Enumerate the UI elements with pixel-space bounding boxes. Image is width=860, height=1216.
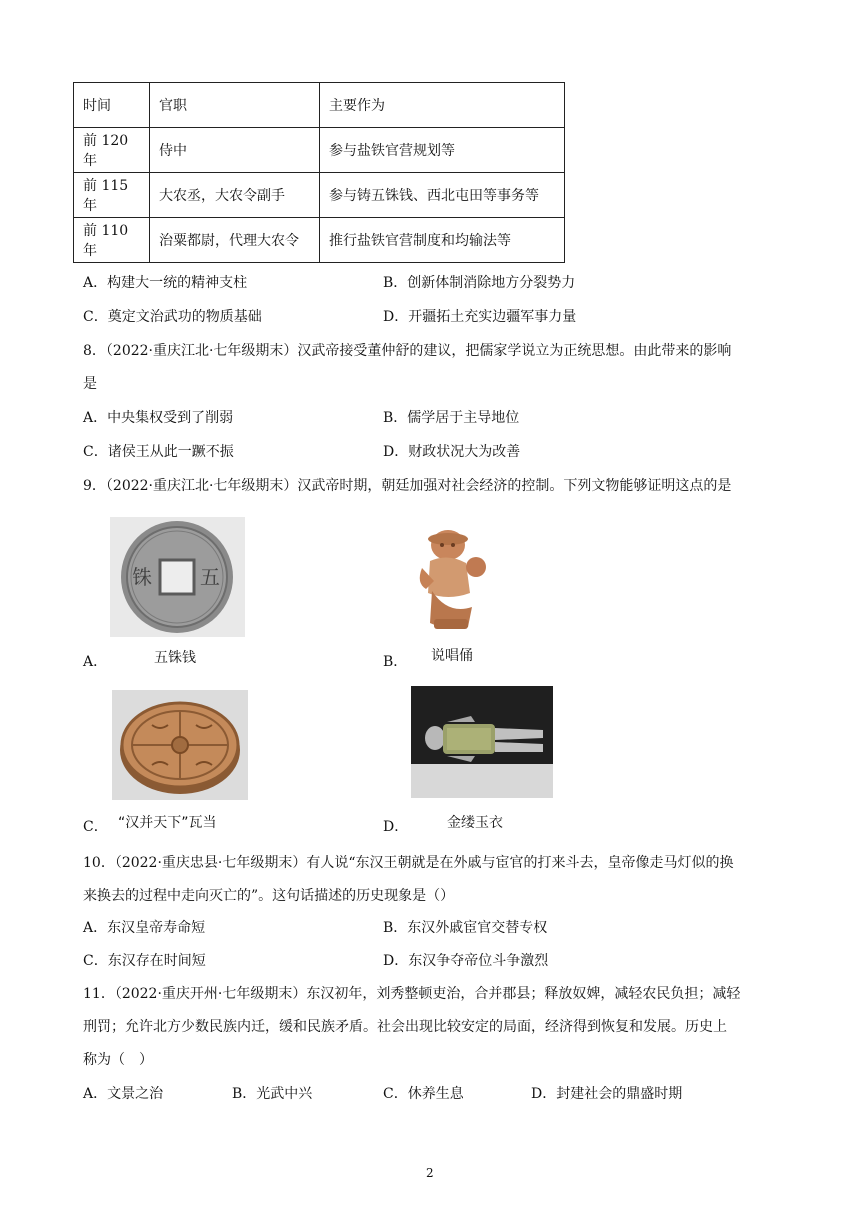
q10-stem-line1: 10．（2022·重庆忠县·七年级期末）有人说“东汉王朝就是在外戚与宦官的打来斗去，皇帝像走马灯似的换 [83, 855, 734, 871]
table-cell: 大农丞，大农令副手 [150, 173, 320, 218]
q11-option-d: D．封建社会的鼎盛时期 [531, 1086, 683, 1102]
q10-stem-line2: 来换去的过程中走向灭亡的”。这句话描述的历史现象是（） [83, 888, 455, 904]
table-row [74, 173, 565, 218]
q7-option-d: D．开疆拓土充实边疆军事力量 [383, 309, 577, 325]
q9-option-d-letter: D． [383, 819, 409, 835]
table-header-cell: 主要作为 [320, 83, 565, 128]
table-row [74, 128, 565, 173]
q10-option-b: B．东汉外戚宦官交替专权 [383, 920, 548, 936]
table-cell: 参与铸五铢钱、西北屯田等事务等 [320, 173, 565, 218]
q11-stem-line2: 刑罚；允许北方少数民族内迁，缓和民族矛盾。社会出现比较安定的局面，经济得到恢复和发展。历史上 [83, 1019, 727, 1035]
table-cell: 参与盐铁官营规划等 [320, 128, 565, 173]
q7-option-b: B．创新体制消除地方分裂势力 [383, 275, 576, 291]
q9-stem: 9．（2022·重庆江北·七年级期末）汉武帝时期，朝廷加强对社会经济的控制。下列文物能够证明这点的是 [83, 478, 732, 494]
q8-stem-line1: 8．（2022·重庆江北·七年级期末）汉武帝接受董仲舒的建议，把儒家学说立为正统思想。由此带来的影响 [83, 343, 732, 359]
q9-option-d-caption: 金缕玉衣 [447, 815, 503, 831]
q9-option-a-caption: 五铢钱 [154, 650, 196, 666]
q8-option-d: D．财政状况大为改善 [383, 444, 521, 460]
q11-option-a: A．文景之治 [83, 1086, 164, 1102]
q11-option-b: B．光武中兴 [232, 1086, 313, 1102]
table-cell: 治粟都尉，代理大农令 [150, 218, 320, 263]
q9-option-b-letter: B． [383, 654, 408, 670]
q7-option-c: C．奠定文治武功的物质基础 [83, 309, 262, 325]
q8-stem-line2: 是 [83, 376, 97, 392]
table-cell: 前 120 年 [74, 128, 150, 173]
q8-option-a: A．中央集权受到了削弱 [83, 410, 234, 426]
coin-left-char: 铢 [132, 565, 152, 589]
q10-option-a: A．东汉皇帝寿命短 [83, 920, 206, 936]
figurine-image [412, 523, 492, 633]
page-number: 2 [426, 1166, 434, 1180]
q7-option-a: A．构建大一统的精神支柱 [83, 275, 248, 291]
q11-stem-line3: 称为（ ） [83, 1052, 153, 1068]
q9-option-c-caption: “汉并天下”瓦当 [118, 815, 217, 831]
tile-image [112, 690, 248, 800]
jade-suit-image [411, 686, 553, 798]
table-row [74, 218, 565, 263]
q9-option-a-letter: A． [83, 654, 108, 670]
table-cell: 侍中 [150, 128, 320, 173]
coin-right-char: 五 [200, 565, 220, 589]
q10-option-c: C．东汉存在时间短 [83, 953, 206, 969]
table-cell: 前 110 年 [74, 218, 150, 263]
q8-option-b: B．儒学居于主导地位 [383, 410, 520, 426]
q11-stem-line1: 11．（2022·重庆开州·七年级期末）东汉初年，刘秀整顿吏治，合并郡县；释放奴婢，减轻农民负担；减轻 [83, 986, 741, 1002]
table-header-cell: 时间 [74, 83, 150, 128]
coin-image [110, 517, 245, 637]
table-cell: 前 115 年 [74, 173, 150, 218]
table-cell: 推行盐铁官营制度和均输法等 [320, 218, 565, 263]
table-header-cell: 官职 [150, 83, 320, 128]
q8-option-c: C．诸侯王从此一蹶不振 [83, 444, 234, 460]
official-career-table [73, 82, 565, 263]
q9-option-c-letter: C． [83, 819, 108, 835]
table-header-row [74, 83, 565, 128]
q9-option-b-caption: 说唱俑 [431, 648, 473, 664]
q11-option-c: C．休养生息 [383, 1086, 464, 1102]
q10-option-d: D．东汉争夺帝位斗争激烈 [383, 953, 549, 969]
